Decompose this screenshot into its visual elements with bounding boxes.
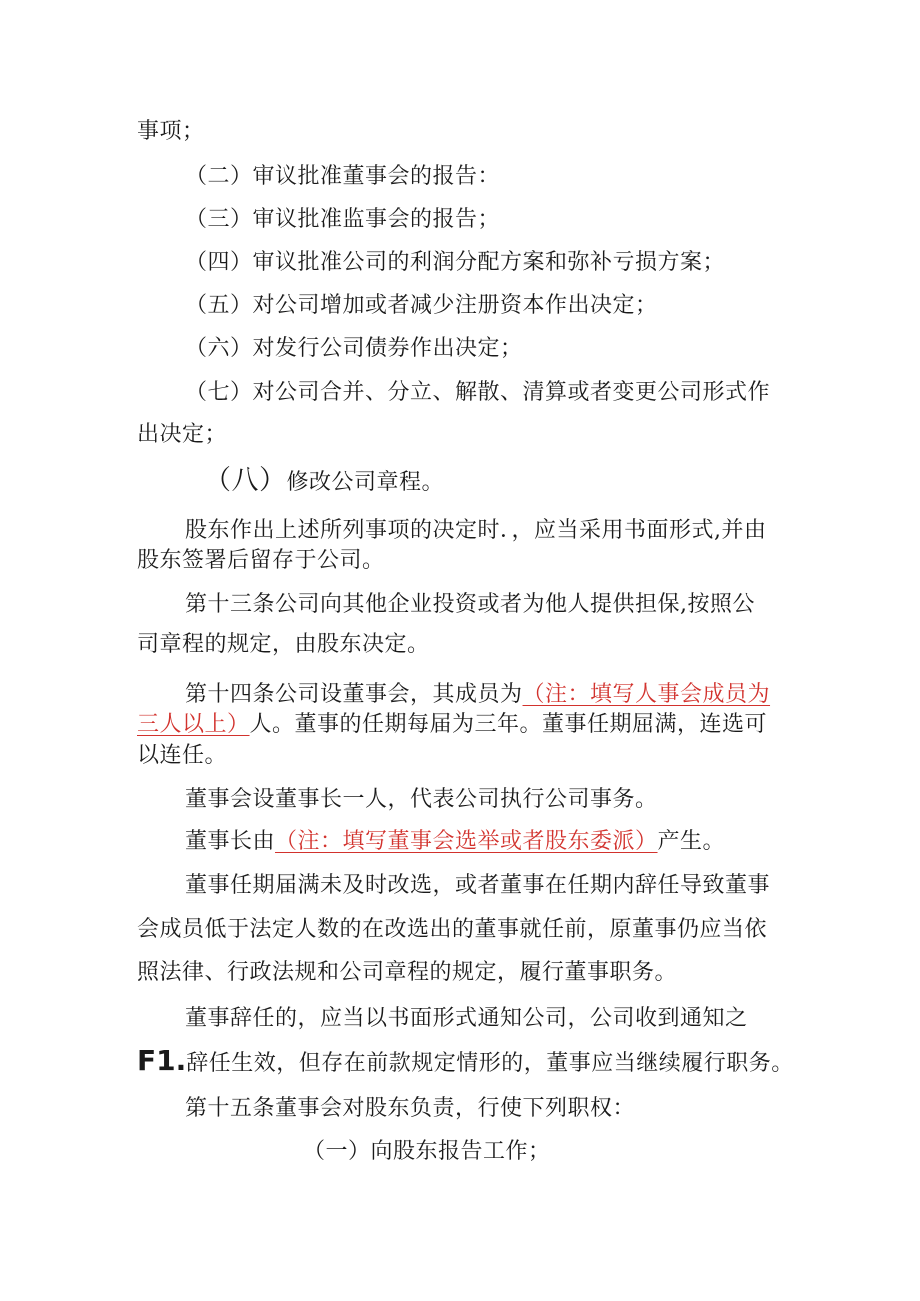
list-marker: （八） — [204, 465, 287, 496]
list-item-3: （三）审议批准监事会的报告； — [185, 207, 501, 232]
paragraph-line: 董事辞任的，应当以书面形式通知公司，公司收到通知之 — [185, 1006, 748, 1031]
text-line: 出决定； — [137, 422, 228, 447]
paragraph-text: 辞任生效，但存在前款规定情形的，董事应当继续履行职务。 — [186, 1051, 794, 1076]
paragraph-line — [185, 827, 725, 857]
paragraph-line: 股东作出上述所列事项的决定时．，应当采用书面形式,并由 — [185, 518, 767, 543]
article-14-line — [137, 710, 767, 740]
list-item-6: （六）对发行公司债券作出决定； — [185, 336, 523, 361]
annotation-note: 三人以上） — [137, 712, 250, 737]
list-item-text: 修改公司章程。 — [286, 470, 445, 495]
article-13-line: 第十三条公司向其他企业投资或者为他人提供担保,按照公 — [185, 592, 755, 617]
paragraph-line: 会成员低于法定人数的在改选出的董事就任前，原董事仍应当依 — [137, 917, 768, 942]
f1-marker: F1. — [137, 1044, 187, 1077]
article-14-text: 第十四条公司设董事会，其成员为 — [185, 682, 523, 707]
article-14-text: 人。董事的任期每届为三年。董事任期屈满，连选可 — [249, 712, 768, 737]
paragraph-line: 照法律、行政法规和公司章程的规定，履行董事职务。 — [137, 960, 678, 985]
text-line: 事项； — [137, 119, 205, 144]
annotation-note: （注：填写人事会成员为 — [522, 682, 771, 707]
annotation-note: （注：填写董事会选举或者股东委派） — [275, 829, 658, 854]
list-item-2: （二）审议批准董事会的报告： — [185, 164, 501, 189]
article-13-line: 司章程的规定，由股东决定。 — [137, 632, 430, 657]
article-14-line — [185, 680, 770, 710]
list-item-1: （一）向股东报告工作； — [303, 1139, 551, 1164]
paragraph-line — [137, 1046, 794, 1079]
article-14-line: 以连任。 — [137, 743, 228, 768]
chairman-text: 产生。 — [657, 829, 726, 854]
chairman-text: 董事长由 — [185, 829, 276, 854]
list-item-4: （四）审议批准公司的利润分配方案和弥补亏损方案； — [185, 250, 726, 275]
article-15-line: 第十五条董事会对股东负责，行使下列职权： — [185, 1096, 636, 1121]
list-item-7: （七）对公司合并、分立、解散、清算或者变更公司形式作 — [185, 380, 771, 405]
list-item-8 — [204, 466, 444, 498]
paragraph-line: 董事任期届满未及时改选，或者董事在任期内辞任导致董事 — [185, 873, 771, 898]
list-item-5: （五）对公司增加或者减少注册资本作出决定； — [185, 293, 658, 318]
paragraph-line: 董事会设董事长一人，代表公司执行公司事务。 — [185, 787, 658, 812]
paragraph-line: 股东签署后留存于公司。 — [137, 548, 385, 573]
